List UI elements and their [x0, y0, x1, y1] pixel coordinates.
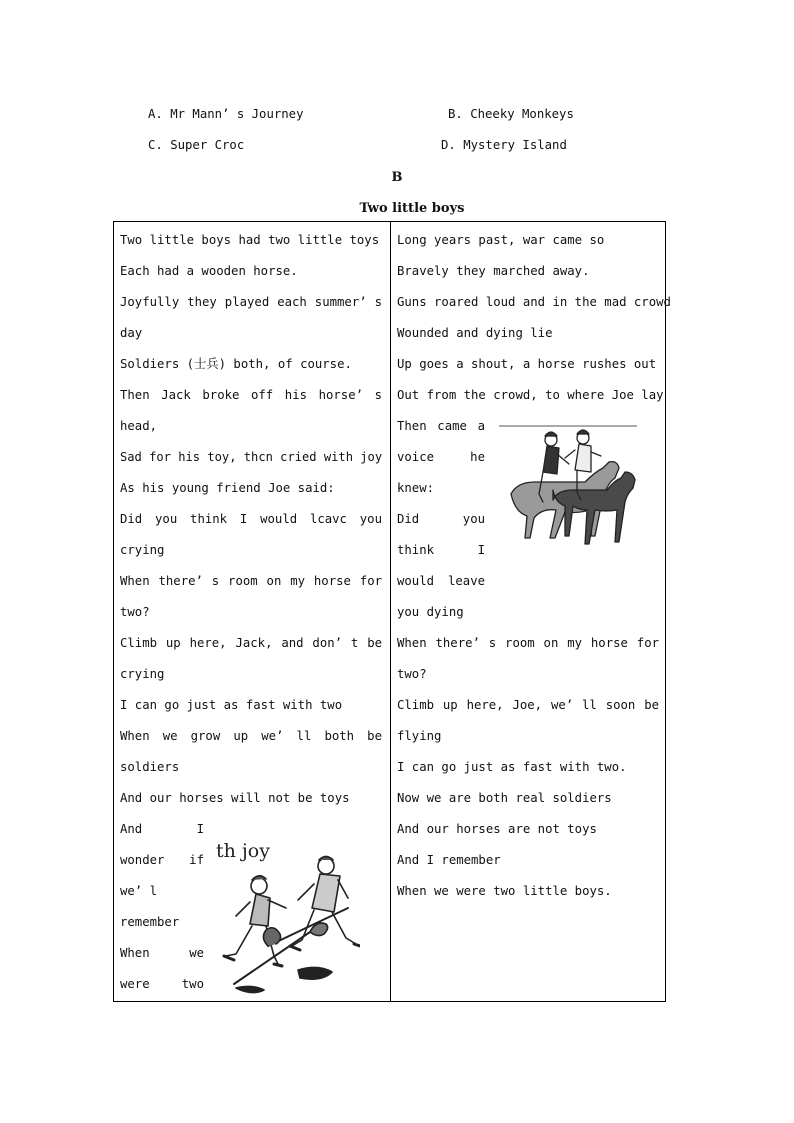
left-line: And our horses will not be toys [120, 791, 350, 805]
left-line: remember [120, 915, 180, 929]
right-line: And our horses are not toys [397, 822, 597, 836]
right-line: knew: [397, 481, 435, 495]
two-boys-on-horses-icon [497, 424, 639, 560]
right-line: think I [397, 543, 485, 557]
right-line: Out from the crowd, to where Joe lay [397, 388, 664, 402]
right-line: Long years past, war came so [397, 233, 605, 247]
left-line: Joyfully they played each summer’ s [120, 295, 382, 309]
left-line: wonder if [120, 853, 204, 867]
option-d: D. Mystery Island [441, 138, 567, 152]
illustration-caption: th joy [216, 840, 270, 862]
poem-title: Two little boys [359, 201, 465, 216]
left-line: head, [120, 419, 158, 433]
right-line: Did you [397, 512, 485, 526]
right-line: Now we are both real soldiers [397, 791, 612, 805]
right-line: When we were two little boys. [397, 884, 612, 898]
right-line: flying [397, 729, 442, 743]
poem-table [113, 221, 671, 1002]
boys-playing-hobby-horses-icon [214, 838, 360, 998]
left-line: Sad for his toy, thcn cried with joy [120, 450, 383, 464]
section-letter: B [391, 170, 403, 185]
left-line: day [120, 326, 143, 340]
right-line: Wounded and dying lie [397, 326, 553, 340]
right-line: you dying [397, 605, 464, 619]
option-c: C. Super Croc [148, 138, 245, 152]
left-line: I can go just as fast with two [120, 698, 343, 712]
left-line: soldiers [120, 760, 180, 774]
left-line: When we [120, 946, 204, 960]
left-line: were two [120, 977, 204, 991]
left-line: And I [120, 822, 204, 836]
right-line: And I remember [397, 853, 501, 867]
right-line: Up goes a shout, a horse rushes out [397, 357, 657, 371]
option-b: B. Cheeky Monkeys [448, 107, 574, 121]
left-line: As his young friend Joe said: [120, 481, 335, 495]
right-line: I can go just as fast with two. [397, 760, 627, 774]
right-line: Guns roared loud and in the mad crowd [397, 295, 671, 309]
column-divider [390, 222, 391, 1001]
right-line: voice he [397, 450, 485, 464]
right-line: When there’ s room on my horse for [397, 636, 659, 650]
right-line: would leave [397, 574, 485, 588]
left-line: When we grow up we’ ll both be [120, 729, 382, 743]
right-line: two? [397, 667, 427, 681]
left-line: we’ l [120, 884, 158, 898]
right-line: Then came a [397, 419, 485, 433]
left-line: crying [120, 543, 165, 557]
left-line: two? [120, 605, 150, 619]
option-a: A. Mr Mann’ s Journey [148, 107, 304, 121]
left-line: Each had a wooden horse. [120, 264, 298, 278]
left-line: When there’ s room on my horse for [120, 574, 382, 588]
left-line: Soldiers (士兵) both, of course. [120, 357, 352, 371]
left-line: Two little boys had two little toys [120, 233, 380, 247]
left-line: Climb up here, Jack, and don’ t be [120, 636, 382, 650]
right-line: Climb up here, Joe, we’ ll soon be [397, 698, 659, 712]
right-line: Bravely they marched away. [397, 264, 590, 278]
left-line: Did you think I would lcavc you [120, 512, 382, 526]
left-line: crying [120, 667, 165, 681]
left-line: Then Jack broke off his horse’ s [120, 388, 382, 402]
